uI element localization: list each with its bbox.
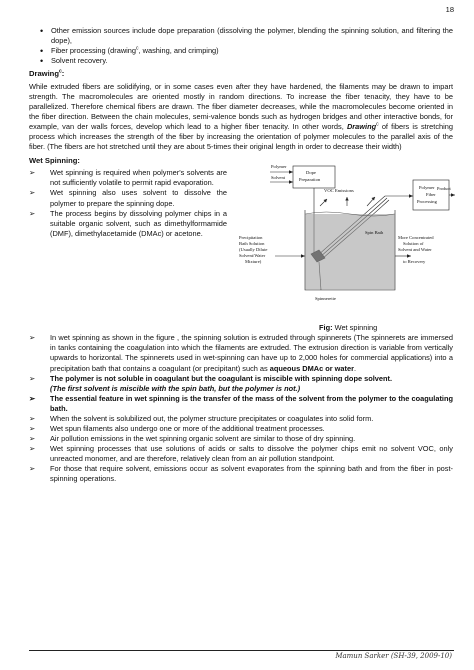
list-item: • Fiber processing (drawing$^c$, washing, and crimping) xyxy=(29,46,453,56)
label-dope: Dope xyxy=(306,170,316,176)
list-item: ➢ The process begins by dissolving polymer chips in a suitable organic solvent, such as dimethylformamide (DMF), dimethylacetamide (DMAc) or acetone. xyxy=(29,209,227,239)
label-spinnerette: Spinnerette xyxy=(315,296,336,302)
footer xyxy=(29,650,454,660)
list-item: ➢ When the solvent is solubilized out, the polymer structure precipitates or coagulates into solid form. xyxy=(29,414,453,424)
label-product: Product xyxy=(437,186,451,192)
list-item: ➢ In wet spinning as shown in the figure , the spinning solution is extruded through spinnerets (The spinnerets are immersed in tanks containing the coagulation into which the filaments are extruded. The extrusion direction is variable from vertically upwards to horizontal. The spinnerets used in wet-spinning can have up to 2,000 holes for commercial applications) into a precipitation bath that contains a coagulant (or precipitant) such as aqueous DMAc or water. xyxy=(29,333,453,373)
label-voc: VOC Emissions xyxy=(324,188,354,194)
list-item: ➢ Wet spinning is required when polymer's solvents are not sufficiently volatile to permit rapid evaporation. xyxy=(29,168,227,188)
page-number: 18 xyxy=(445,5,454,14)
label-polymer: Polymer xyxy=(271,164,287,170)
list-item: ➢ Wet spinning processes that use solutions of acids or salts to dissolve the polymer chips emit no solvent VOC, only unreacted monomer, and are therefore, relatively clean from an air pollution standpoint. xyxy=(29,444,453,464)
list-item: ➢ The polymer is not soluble in coagulant but the coagulant is miscible with spinning dope solvent. (The first solvent is miscible with the spin bath, but the polymer is not.) xyxy=(29,374,453,394)
list-item: • Solvent recovery. xyxy=(29,56,453,66)
list-item: ➢ For those that require solvent, emissions occur as solvent evaporates from the spinning bath and from the fiber in post-spinning operations. xyxy=(29,464,453,484)
wet-spinning-main-list xyxy=(29,333,453,484)
figure-caption: Fig: Wet spinning xyxy=(319,323,378,333)
label-conc-2: Solution of xyxy=(403,241,424,247)
bath-liquid xyxy=(306,214,395,290)
label-precip-1: Precipitation xyxy=(239,235,263,241)
wet-spinning-diagram xyxy=(235,148,455,323)
label-fiber-processing-2: Fiber xyxy=(426,192,436,198)
drawing-paragraph: While extruded fibers are solidifying, or in some cases even after they have hardened, the filaments may be drawn to impart strength. The macromolecules are oriented mostly in random directions. To increase the fiber tenacity, they have to be parallelized. Therefore chemical fibers are drawn. The fiber diameter decreases, while the macromolecules become oriented in the fiber direction. Between the chain molecules, semi-valence bonds such as hydrogen bridges and other interactive bonds, for example, van der walls forces, develop which lead to a higher fiber tenacity. In other words, Drawing$^c$ of fibers is stretching process which increases the strength of the fiber by increasing the orientation of polymer molecules to the parallel axis of the fiber. (The fibers are hot stretched until they are about 5-times their original length in order to decrease their width) xyxy=(29,81,453,151)
label-precip-5: Mixture) xyxy=(245,259,262,265)
list-item: ➢ Wet spun filaments also undergo one or more of the additional treatment processes. xyxy=(29,424,453,434)
intro-bullet-list xyxy=(29,26,453,66)
label-conc-1: More Concentrated xyxy=(398,235,434,241)
label-precip-3: (Usually Dilute xyxy=(239,247,268,253)
label-solvent: Solvent xyxy=(271,175,286,181)
label-conc-4: to Recovery xyxy=(403,259,426,265)
drawing-heading: Drawing$^c$: xyxy=(29,68,65,79)
label-precip-4: Solvent/Water xyxy=(239,253,266,259)
label-fiber-processing-3: Processing xyxy=(417,199,437,205)
wet-spinning-heading: Wet Spinning: xyxy=(29,156,80,165)
list-item: ➢ Air pollution emissions in the wet spinning organic solvent are similar to those of dry spinning. xyxy=(29,434,453,444)
label-precip-2: Bath Solution xyxy=(239,241,265,247)
list-item: • Other emission sources include dope preparation (dissolving the polymer, blending the spinning solution, and filtering the dope), xyxy=(29,26,453,46)
label-fiber-processing-1: Polymer xyxy=(419,185,435,191)
document-body xyxy=(29,26,453,484)
label-preparation: Preparation xyxy=(299,177,321,183)
wet-spinning-side-text xyxy=(29,168,227,238)
label-spin-bath: Spin Bath xyxy=(365,230,384,236)
wet-spinning-section xyxy=(29,164,453,333)
label-conc-3: Solvent and Water xyxy=(398,247,432,253)
list-item: ➢ The essential feature in wet spinning is the transfer of the mass of the solvent from the polymer to the coagulating bath. xyxy=(29,394,453,414)
list-item: ➢ Wet spinning also uses solvent to dissolve the polymer to prepare the spinning dope. xyxy=(29,188,227,208)
footer-author: Mamun Sarker (SH-39, 2009-10) xyxy=(335,652,452,660)
